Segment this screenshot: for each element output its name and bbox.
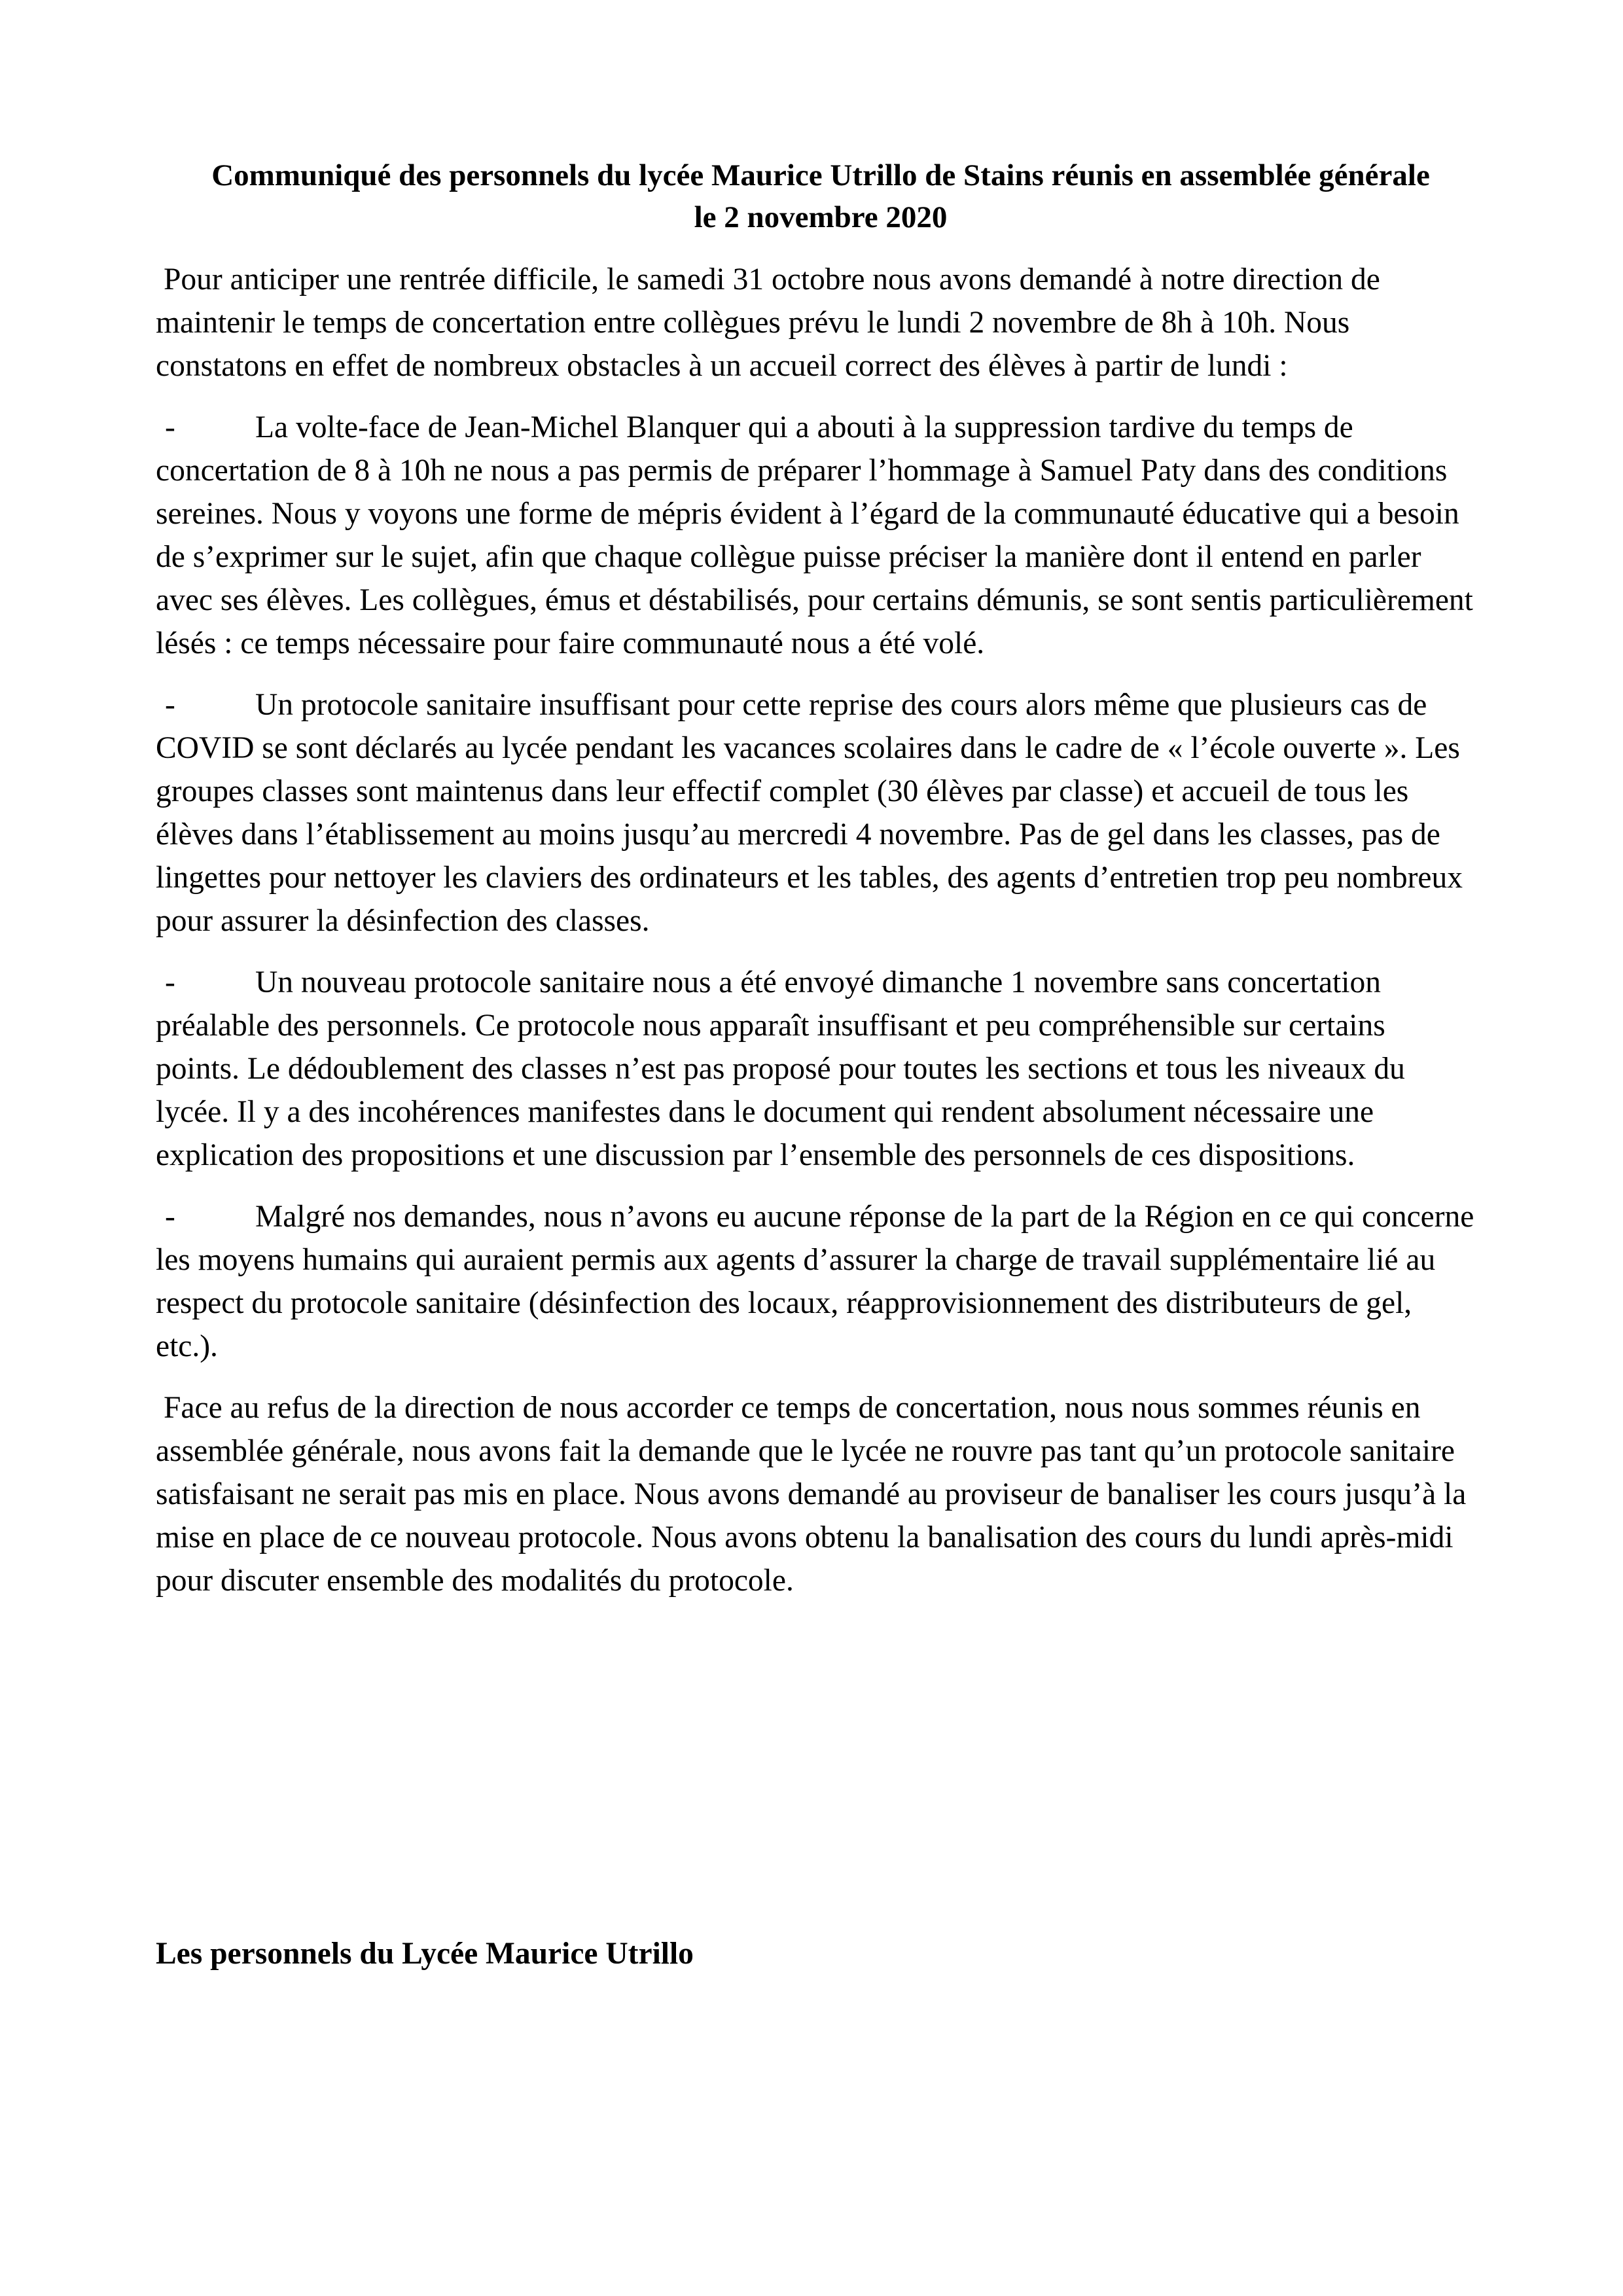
intro-text: Pour anticiper une rentrée difficile, le samedi 31 octobre nous avons demandé à notre direction de maintenir le temps de concertation entre collègues prévu le lundi 2 novembre de 8h à 10h. Nous constatons en effet de nombreux obstacles à un accueil correct des élèves à partir de lundi :	[156, 262, 1380, 383]
list-item-text: Un nouveau protocole sanitaire nous a été envoyé dimanche 1 novembre sans concertation préalable des personnels. Ce protocole nous apparaît insuffisant et peu compréhensible sur certains points. Le dédoublement des classes n’est pas proposé pour toutes les sections et tous les niveaux du lycée. Il y a des incohérences manifestes dans le document qui rendent absolument nécessaire une explication des propositions et une discussion par l’ensemble des personnels de ces dispositions.	[156, 965, 1405, 1172]
bullet-dash: -	[165, 1200, 175, 1234]
list-item	[156, 961, 1475, 1177]
bullet-dash: -	[165, 688, 175, 722]
list-item	[156, 1195, 1475, 1368]
list-item	[156, 406, 1475, 665]
title-line-2: le 2 novembre 2020	[694, 200, 948, 234]
bullet-dash: -	[165, 410, 175, 444]
intro-paragraph	[156, 258, 1475, 387]
closing-paragraph	[156, 1386, 1475, 1602]
title-line-1: Communiqué des personnels du lycée Maurice Utrillo de Stains réunis en assemblée générale	[211, 158, 1430, 192]
list-item-text: Malgré nos demandes, nous n’avons eu aucune réponse de la part de la Région en ce qui concerne les moyens humains qui auraient permis aux agents d’assurer la charge de travail supplémentaire lié au respect du protocole sanitaire (désinfection des locaux, réapprovisionnement des distributeurs de gel, etc.).	[156, 1200, 1474, 1363]
document-body	[156, 154, 1475, 1971]
list-item-text: Un protocole sanitaire insuffisant pour cette reprise des cours alors même que plusieurs cas de COVID se sont déclarés au lycée pendant les vacances scolaires dans le cadre de « l’école ouverte ». Les groupes classes sont maintenus dans leur effectif complet (30 élèves par classe) et accueil de tous les élèves dans l’établissement au moins jusqu’au mercredi 4 novembre. Pas de gel dans les classes, pas de lingettes pour nettoyer les claviers des ordinateurs et les tables, des agents d’entretien trop peu nombreux pour assurer la désinfection des classes.	[156, 688, 1463, 938]
bullet-dash: -	[165, 965, 175, 999]
signature: Les personnels du Lycée Maurice Utrillo	[156, 1937, 694, 1971]
document-title	[156, 154, 1475, 238]
list-item-text: La volte-face de Jean-Michel Blanquer qui a abouti à la suppression tardive du temps de concertation de 8 à 10h ne nous a pas permis de préparer l’hommage à Samuel Paty dans des conditions sereines. Nous y voyons une forme de mépris évident à l’égard de la communauté éducative qui a besoin de s’exprimer sur le sujet, afin que chaque collègue puisse préciser la manière dont il entend en parler avec ses élèves. Les collègues, émus et déstabilisés, pour certains démunis, se sont sentis particulièrement lésés : ce temps nécessaire pour faire communauté nous a été volé.	[156, 410, 1473, 660]
list-item	[156, 683, 1475, 942]
closing-text: Face au refus de la direction de nous accorder ce temps de concertation, nous nous sommes réunis en assemblée générale, nous avons fait la demande que le lycée ne rouvre pas tant qu’un protocole sanitaire satisfaisant ne serait pas mis en place. Nous avons demandé au proviseur de banaliser les cours jusqu’à la mise en place de ce nouveau protocole. Nous avons obtenu la banalisation des cours du lundi après-midi pour discuter ensemble des modalités du protocole.	[156, 1391, 1467, 1598]
